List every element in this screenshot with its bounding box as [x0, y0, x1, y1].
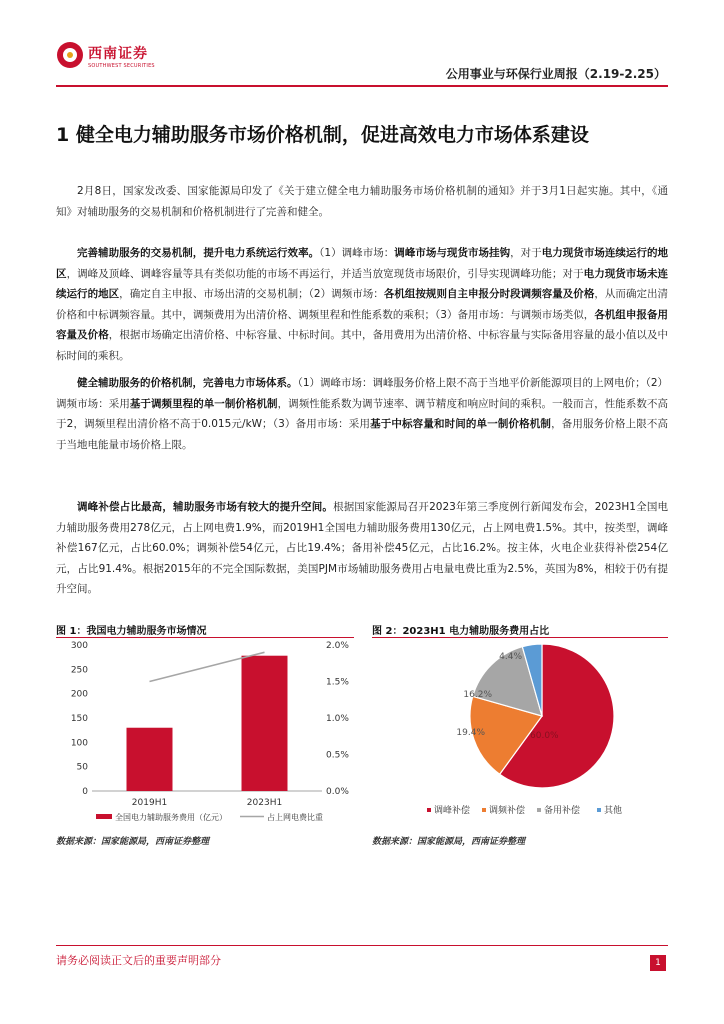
figure-2-divider — [372, 637, 668, 638]
p2-bold: 各机组按规则自主申报分时段调频容量及价格 — [383, 288, 595, 300]
footer-divider — [56, 945, 668, 946]
left-tick-label: 300 — [70, 641, 88, 651]
paragraph-4 — [56, 497, 668, 600]
left-tick-label: 0 — [82, 787, 88, 797]
bar-line-chart — [56, 640, 356, 828]
p2-bold: 电力现货市场连续运行的地区 — [56, 247, 669, 280]
section-title: 1 健全电力辅助服务市场价格机制，促进高效电力市场体系建设 — [56, 124, 589, 146]
left-tick-label: 150 — [70, 714, 88, 724]
legend-label: 占上网电费比重 — [267, 813, 323, 822]
pie-value-label: 4.4% — [499, 652, 522, 662]
pie-value-label: 19.4% — [456, 728, 485, 738]
legend-label: 备用补偿 — [544, 806, 581, 816]
p3-bold: 基于中标容量和时间的单一制价格机制 — [370, 418, 552, 430]
x-tick-label: 2023H1 — [246, 798, 283, 808]
p2-text: ，调峰及顶峰、调峰容量等具有类似功能的市场不再运行，并适当放宽现货市场限价，引导实现调峰功能；对于 — [66, 267, 584, 280]
pie-slices — [470, 644, 614, 788]
pie-chart — [372, 640, 668, 828]
right-tick-label: 0.0% — [326, 787, 349, 797]
bar — [127, 728, 173, 791]
right-tick-label: 2.0% — [326, 641, 349, 651]
left-tick-label: 200 — [70, 689, 88, 700]
legend-swatch — [597, 808, 601, 812]
legend-label: 其他 — [604, 806, 623, 816]
left-tick-label: 50 — [76, 762, 88, 773]
paragraph-2 — [56, 243, 668, 366]
p3-lead: 健全辅助服务的价格机制，完善电力市场体系。 — [77, 377, 298, 389]
p3-bold: 基于调频里程的单一制价格机制 — [129, 397, 278, 410]
p2-bold: 调峰市场与现货市场挂钩 — [394, 247, 511, 259]
left-tick-label: 250 — [70, 665, 88, 676]
bar — [242, 656, 288, 791]
pie-value-label: 16.2% — [463, 690, 492, 700]
legend-swatch — [537, 808, 541, 812]
header-divider — [56, 85, 668, 87]
figure-1-source: 数据来源：国家能源局，西南证券整理 — [56, 837, 210, 847]
p3-text: ，备用服务价格上限不高于当地电能量市场价格上限。 — [56, 418, 669, 451]
right-tick-label: 1.0% — [326, 714, 349, 724]
page-number: 1 — [650, 955, 666, 971]
p2-bold: 电力现货市场未连续运行的地区 — [56, 267, 669, 300]
left-axis-ticks — [71, 641, 88, 797]
p3-text: ，调频性能系数为调节速率、调节精度和响应时间的乘积。一般而言，性能系数不高于2，调频里程出清价格不高于0.015元/kW；（3）备用市场：采用 — [56, 397, 669, 430]
footer-disclaimer: 请务必阅读正文后的重要声明部分 — [56, 954, 221, 967]
p2-bold: 各机组申报备用容量及价格 — [56, 308, 669, 341]
x-tick-label: 2019H1 — [131, 798, 168, 808]
logo-icon — [57, 42, 83, 68]
left-tick-label: 100 — [70, 738, 88, 749]
paragraph-3 — [56, 373, 668, 455]
chart-legend — [96, 812, 323, 822]
legend-label: 调频补偿 — [489, 806, 526, 816]
p3-text: （1）调峰市场：调峰服务价格上限不高于当地平价新能源项目的上网电价；（2）调频市场：采用 — [56, 377, 669, 410]
x-tick-labels — [132, 798, 282, 808]
figure-2-source: 数据来源：国家能源局，西南证券整理 — [372, 837, 526, 847]
paragraph-1: 2月8日，国家发改委、国家能源局印发了《关于建立健全电力辅助服务市场价格机制的通知》并于3月1日起实施。其中，《通知》对辅助服务的交易机制和价格机制进行了完善和健全。 — [56, 185, 668, 218]
legend-swatch — [482, 808, 486, 812]
p2-text: ，根据市场确定出清价格、中标容量、中标时间。其中，备用费用为出清价格、中标容量与实际备用容量的最小值以及中标时间的乘积。 — [56, 329, 669, 362]
brand-name-en: SOUTHWEST SECURITIES — [88, 63, 155, 69]
p2-text: （1）调峰市场： — [319, 247, 395, 259]
p2-text: ，确定自主申报、市场出清的交易机制；（2）调频市场： — [119, 288, 384, 300]
legend-swatch-bar — [96, 814, 112, 819]
legend-label: 全国电力辅助服务费用（亿元） — [115, 813, 227, 822]
legend-swatch — [427, 808, 431, 812]
bars — [127, 656, 288, 791]
p4-text: 根据国家能源局召开2023年第三季度例行新闻发布会，2023H1全国电力辅助服务费用278亿元，占上网电费1.9%，而2019H1全国电力辅助服务费用130亿元，占上网电费1.5%。其中，按类型，调峰补偿167亿元，占比60.0%；调频补偿54亿元，占比19.4%；备用补偿45亿元，占比16.2%。按主体，火电企业获得补偿254亿元，占比91.4%。根据2015年的不完全国际数据，美国PJM市场辅助服务费用占电量电费比重为2.5%，英国为8%，相较于仍有提升空间。 — [56, 501, 669, 595]
report-title: 公用事业与环保行业周报（2.19-2.25） — [445, 67, 666, 81]
p2-text: ，对于 — [510, 247, 542, 259]
right-axis-ticks — [326, 641, 349, 797]
p2-lead: 完善辅助服务的交易机制，提升电力系统运行效率。 — [77, 247, 320, 259]
p2-text: ，从而确定出清价格和中标调频容量。其中，调频费用为出清价格、调频里程和性能系数的乘积；（3）备用市场：与调频市场类似， — [56, 288, 669, 321]
figure-1-divider — [56, 637, 354, 638]
brand-name: 西南证券 — [88, 46, 148, 62]
right-tick-label: 0.5% — [326, 750, 349, 761]
right-tick-label: 1.5% — [326, 677, 349, 688]
pie-legend — [427, 804, 622, 816]
figure-1-caption: 图 1：我国电力辅助服务市场情况 — [56, 626, 207, 637]
p4-lead: 调峰补偿占比最高，辅助服务市场有较大的提升空间。 — [77, 501, 334, 513]
pie-value-label: 60.0% — [530, 731, 559, 741]
legend-label: 调峰补偿 — [434, 806, 471, 816]
figure-2-caption: 图 2：2023H1 电力辅助服务费用占比 — [372, 626, 550, 637]
